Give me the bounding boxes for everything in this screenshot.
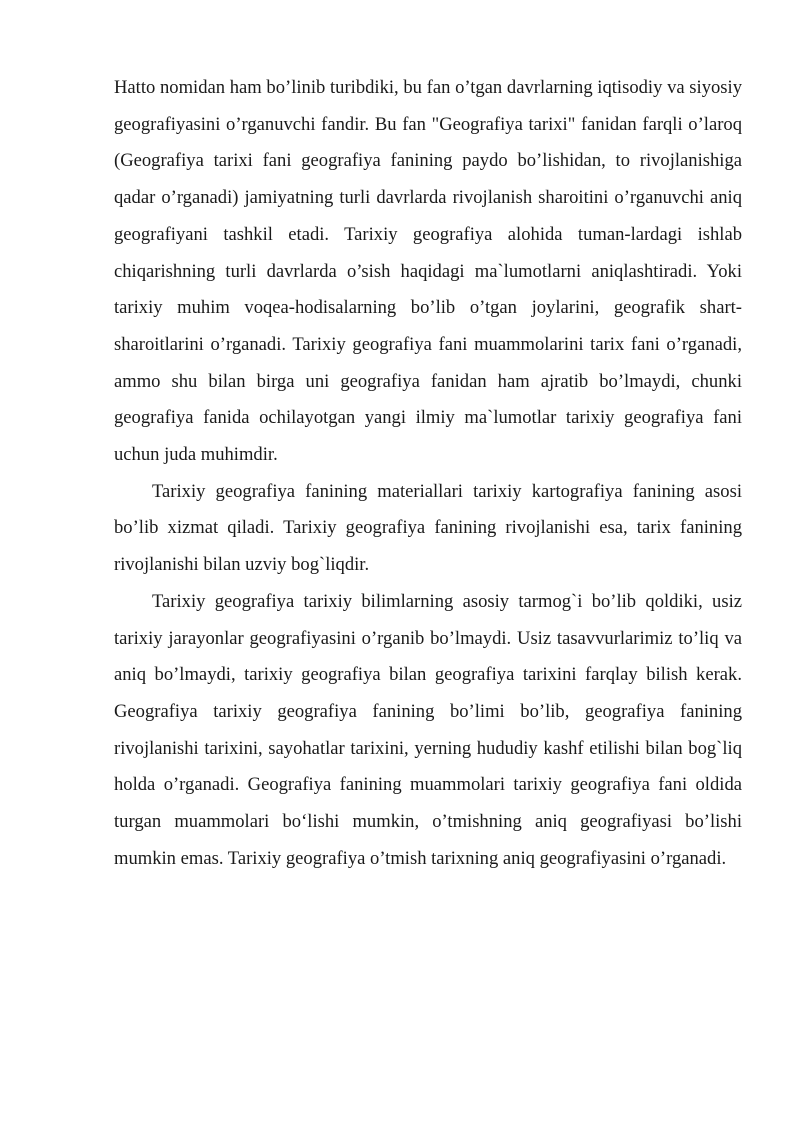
paragraph-2: Tarixiy geografiya fanining materiallari tarixiy kartografiya fanining asosi bo’lib xizmat qiladi. Tarixiy geografiya fanining rivojlanishi esa, tarix fanining rivojlanishi bilan uzviy bog`liqdir.: [114, 480, 742, 576]
paragraph-3: Tarixiy geografiya tarixiy bilimlarning asosiy tarmog`i bo’lib qoldiki, usiz tarixiy jarayonlar geografiyasini o’rganib bo’lmaydi. Usiz tasavvurlarimiz to’liq va aniq bo’lmaydi, tarixiy geografiya bilan geografiya tarixini farqlay bilish kerak. Geografiya tarixiy geografiya fanining bo’limi bo’lib, geografiya fanining rivojlanishi tarixini, sayohatlar tarixini, yerning hududiy kashf etilishi bilan bog`liq holda o’rganadi. Geografiya fanining muammolari tarixiy geografiya fani oldida turgan muammolari bo‘lishi mumkin, o’tmishning aniq geografiyasi bo’lishi mumkin emas. Tarixiy geografiya o’tmish tarixning aniq geografiyasini o’rganadi.: [114, 590, 742, 869]
document-page: [114, 70, 742, 877]
paragraph-1: Hatto nomidan ham bo’linib turibdiki, bu fan o’tgan davrlarning iqtisodiy va siyosiy geografiyasini o’rganuvchi fandir. Bu fan "Geografiya tarixi" fanidan farqli o’laroq (Geografiya tarixi fani geografiya fanining paydo bo’lishidan, to rivojlanishiga qadar o’rganadi) jamiyatning turli davrlarda rivojlanish sharoitini o’rganuvchi aniq geografiyani tashkil etadi. Tarixiy geografiya alohida tuman-lardagi ishlab chiqarishning turli davrlarda o’sish haqidagi ma`lumotlarni aniqlashtiradi. Yoki tarixiy muhim voqea-hodisalarning bo’lib o’tgan joylarini, geografik shart-sharoitlarini o’rganadi. Tarixiy geografiya fani muammolarini tarix fani o’rganadi, ammo shu bilan birga uni geografiya fanidan ham ajratib bo’lmaydi, chunki geografiya fanida ochilayotgan yangi ilmiy ma`lumotlar tarixiy geografiya fani uchun juda muhimdir.: [114, 77, 742, 466]
